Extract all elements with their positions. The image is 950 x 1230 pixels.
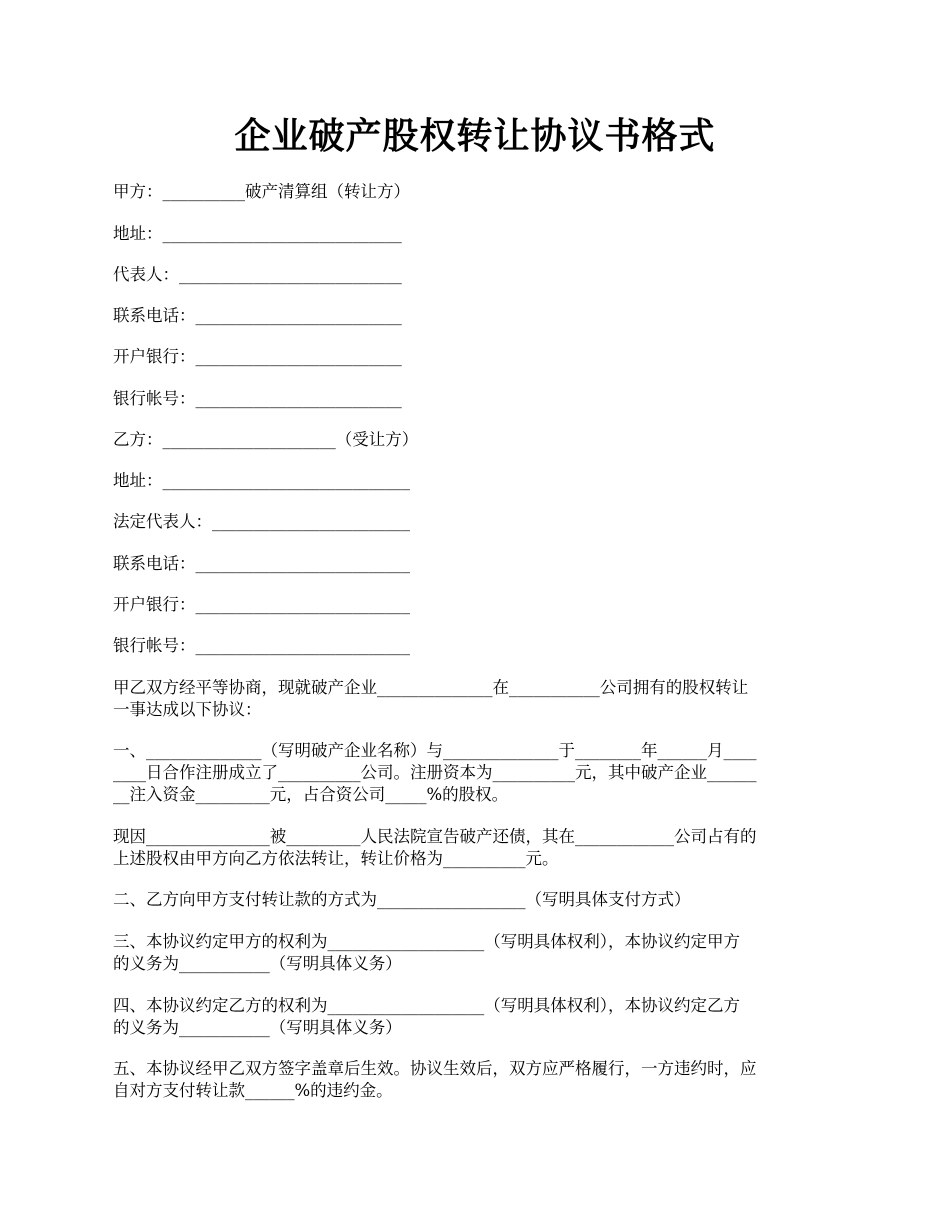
paragraph-line: 五、本协议经甲乙双方签字盖章后生效。协议生效后，双方应严格履行，一方违约时，应 [113, 1059, 757, 1078]
party-b-account-field: 银行帐号：__________________________ [113, 636, 410, 655]
party-a-address-field: 地址：_____________________________ [113, 224, 402, 243]
party-b-name-field: 乙方：_____________________（受让方） [113, 430, 419, 449]
party-a-phone-field: 联系电话：_________________________ [113, 306, 402, 325]
party-a-representative-field: 代表人：___________________________ [113, 265, 402, 284]
document-title: 企业破产股权转让协议书格式 [234, 115, 716, 157]
bankruptcy-paragraph [113, 826, 840, 870]
paragraph-line: 四、本协议约定乙方的权利为___________________（写明具体权利），本协议约定乙方 [113, 996, 740, 1015]
preamble-paragraph [113, 677, 840, 721]
paragraph-line: 甲乙双方经平等协商，现就破产企业______________在___________公司拥有的股权转让 [113, 678, 749, 697]
party-a-bank-field: 开户银行：_________________________ [113, 347, 402, 366]
clause-2-paragraph [113, 889, 840, 911]
party-a-account-field: 银行帐号：_________________________ [113, 389, 402, 408]
paragraph-line: 的义务为___________（写明具体义务） [113, 1018, 402, 1037]
paragraph-line: 一事达成以下协议： [113, 700, 262, 719]
party-b-address-field: 地址：______________________________ [113, 471, 410, 490]
clause-1-paragraph [113, 740, 840, 806]
paragraph-line: 一、______________（写明破产企业名称）与______________于________年______月____ [113, 741, 757, 760]
clause-5-paragraph [113, 1058, 840, 1102]
paragraph-line: 自对方支付转让款______%的违约金。 [113, 1081, 393, 1100]
clause-4-paragraph [113, 995, 840, 1039]
paragraph-line: 二、乙方向甲方支付转让款的方式为__________________（写明具体支付方式） [113, 890, 691, 909]
paragraph-line: 的义务为___________（写明具体义务） [113, 954, 402, 973]
paragraph-line: 现因_______________被_________人民法院宣告破产还债，其在____________公司占有的 [113, 827, 757, 846]
party-b-legal-rep-field: 法定代表人：________________________ [113, 512, 410, 531]
paragraph-line: 上述股权由甲方向乙方依法转让，转让价格为__________元。 [113, 849, 559, 868]
paragraph-line: __注入资金_________元，占合资公司_____%的股权。 [113, 785, 509, 804]
party-b-bank-field: 开户银行：__________________________ [113, 595, 410, 614]
party-b-phone-field: 联系电话：__________________________ [113, 554, 410, 573]
paragraph-line: ____日合作注册成立了__________公司。注册资本为__________元，其中破产企业______ [113, 763, 757, 782]
clause-3-paragraph [113, 931, 840, 975]
paragraph-line: 三、本协议约定甲方的权利为___________________（写明具体权利），本协议约定甲方 [113, 932, 740, 951]
party-a-name-field: 甲方：__________破产清算组（转让方） [113, 182, 410, 201]
